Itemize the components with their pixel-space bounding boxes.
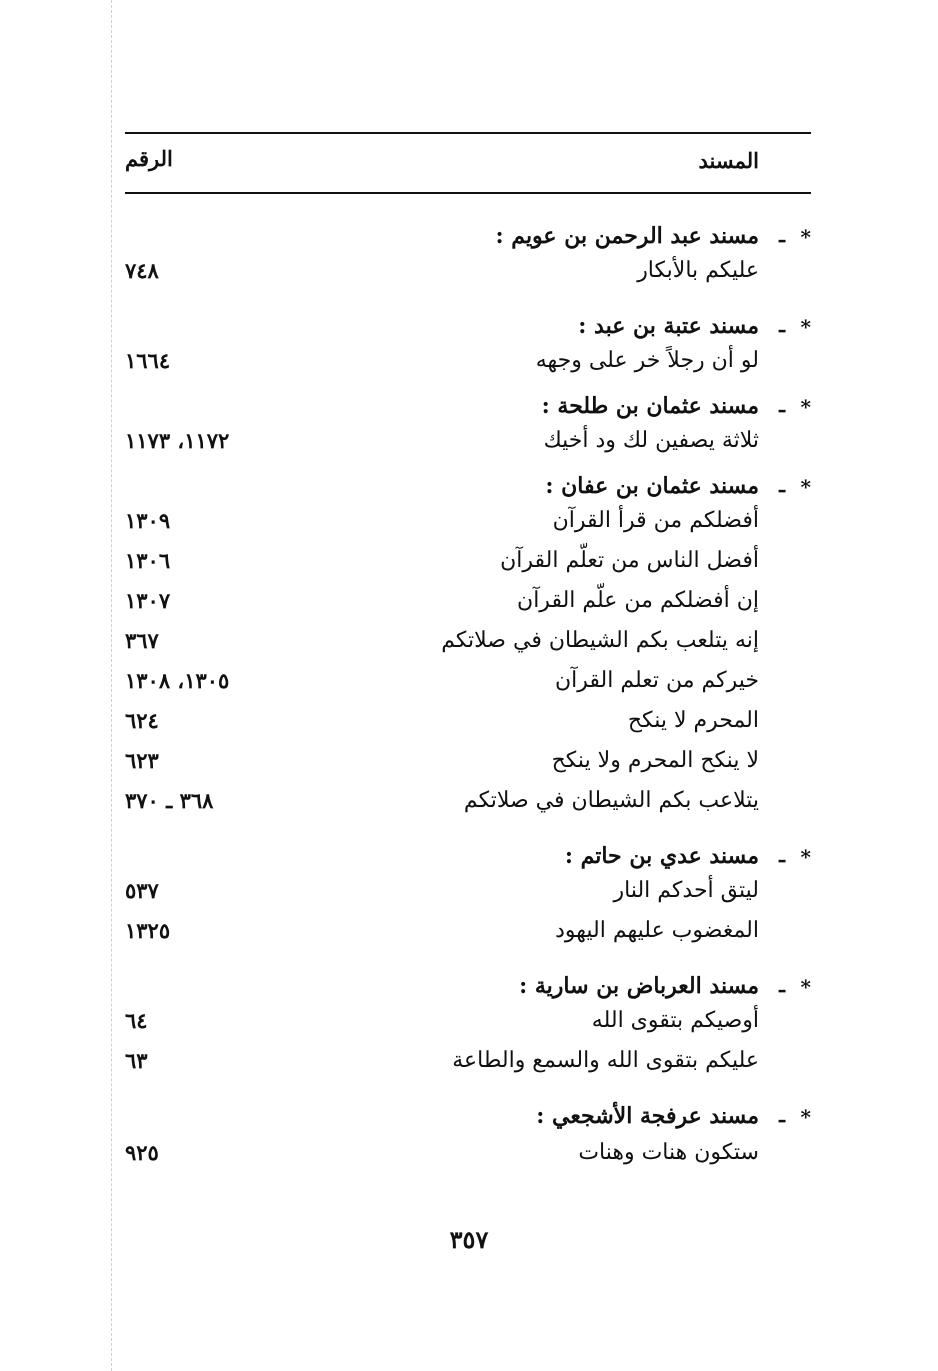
hadith-text: أفضلكم من قرأ القرآن: [552, 508, 759, 533]
entry-row: [125, 1136, 811, 1176]
asterisk-icon: *: [800, 975, 811, 999]
hadith-text: خيركم من تعلم القرآن: [554, 668, 759, 693]
page-number: ٣٥٧: [449, 1225, 489, 1254]
entry-row: [125, 914, 811, 954]
section-title: مسند عرفجة الأشجعي :: [536, 1103, 759, 1129]
table-header: [125, 132, 811, 194]
section-row: [125, 969, 811, 1009]
asterisk-icon: *: [800, 845, 811, 869]
entry-row: [125, 504, 811, 544]
reference-number: ٣٦٨ ـ ٣٧٠: [125, 788, 214, 813]
hadith-text: لا ينكح المحرم ولا ينكح: [551, 748, 759, 773]
hadith-text: يتلاعب بكم الشيطان في صلاتكم: [463, 788, 759, 813]
entry-row: [125, 424, 811, 464]
section-row: [125, 1099, 811, 1139]
section-title: مسند عتبة بن عبد :: [578, 313, 759, 339]
asterisk-icon: *: [800, 475, 811, 499]
asterisk-icon: *: [800, 225, 811, 249]
reference-number: ١٦٦٤: [125, 348, 171, 373]
reference-number: ١٣٠٩: [125, 508, 171, 533]
section-row: [125, 839, 811, 879]
entry-row: [125, 1004, 811, 1044]
header-raqm: الرقم: [125, 146, 173, 171]
asterisk-icon: *: [800, 395, 811, 419]
entry-row: [125, 1044, 811, 1084]
reference-number: ٥٣٧: [125, 878, 159, 903]
reference-number: ١٣٠٦: [125, 548, 171, 573]
section-dash: ـ: [779, 843, 785, 867]
reference-number: ١٣٠٥، ١٣٠٨: [125, 668, 230, 693]
hadith-text: ليتق أحدكم النار: [613, 878, 759, 903]
reference-number: ١٣٢٥: [125, 918, 171, 943]
entry-row: [125, 624, 811, 664]
hadith-text: عليكم بالأبكار: [637, 258, 759, 283]
reference-number: ٩٢٥: [125, 1140, 159, 1165]
reference-number: ١١٧٢، ١١٧٣: [125, 428, 230, 453]
section-dash: ـ: [779, 473, 785, 497]
entry-row: [125, 344, 811, 384]
reference-number: ٦٤: [125, 1008, 148, 1033]
asterisk-icon: *: [800, 315, 811, 339]
section-dash: ـ: [779, 1103, 785, 1127]
reference-number: ٧٤٨: [125, 258, 159, 283]
header-musnad: المسند: [698, 148, 759, 173]
section-title: مسند عثمان بن عفان :: [545, 473, 759, 499]
entry-row: [125, 874, 811, 914]
hadith-text: إن أفضلكم من علّم القرآن: [517, 588, 759, 613]
reference-number: ١٣٠٧: [125, 588, 171, 613]
entry-row: [125, 584, 811, 624]
page-margin-line: [111, 0, 112, 1371]
section-dash: ـ: [779, 223, 785, 247]
hadith-text: أوصيكم بتقوى الله: [591, 1008, 759, 1033]
asterisk-icon: *: [800, 1105, 811, 1129]
index-page: [125, 132, 811, 1165]
hadith-text: المحرم لا ينكح: [627, 708, 759, 733]
section-row: [125, 219, 811, 259]
section-row: [125, 309, 811, 349]
entry-row: [125, 744, 811, 784]
entry-row: [125, 704, 811, 744]
hadith-text: ثلاثة يصفين لك ود أخيك: [543, 428, 759, 453]
section-title: مسند عبد الرحمن بن عويم :: [495, 223, 759, 249]
entry-row: [125, 784, 811, 824]
section-title: مسند العرباض بن سارية :: [519, 973, 759, 999]
entry-row: [125, 664, 811, 704]
entry-row: [125, 544, 811, 584]
hadith-text: أفضل الناس من تعلّم القرآن: [500, 548, 759, 573]
section-title: مسند عثمان بن طلحة :: [541, 393, 759, 419]
section-row: [125, 469, 811, 509]
hadith-text: لو أن رجلاً خر على وجهه: [535, 348, 759, 373]
reference-number: ٦٢٤: [125, 708, 159, 733]
hadith-text: إنه يتلعب بكم الشيطان في صلاتكم: [441, 628, 759, 653]
reference-number: ٣٦٧: [125, 628, 159, 653]
section-row: [125, 389, 811, 429]
section-dash: ـ: [779, 313, 785, 337]
section-dash: ـ: [779, 973, 785, 997]
entry-row: [125, 254, 811, 294]
hadith-text: المغضوب عليهم اليهود: [555, 918, 759, 943]
reference-number: ٦٣: [125, 1048, 148, 1073]
section-dash: ـ: [779, 393, 785, 417]
hadith-text: عليكم بتقوى الله والسمع والطاعة: [452, 1048, 759, 1073]
section-title: مسند عدي بن حاتم :: [564, 843, 759, 869]
reference-number: ٦٢٣: [125, 748, 159, 773]
hadith-text: ستكون هنات وهنات: [578, 1140, 759, 1165]
